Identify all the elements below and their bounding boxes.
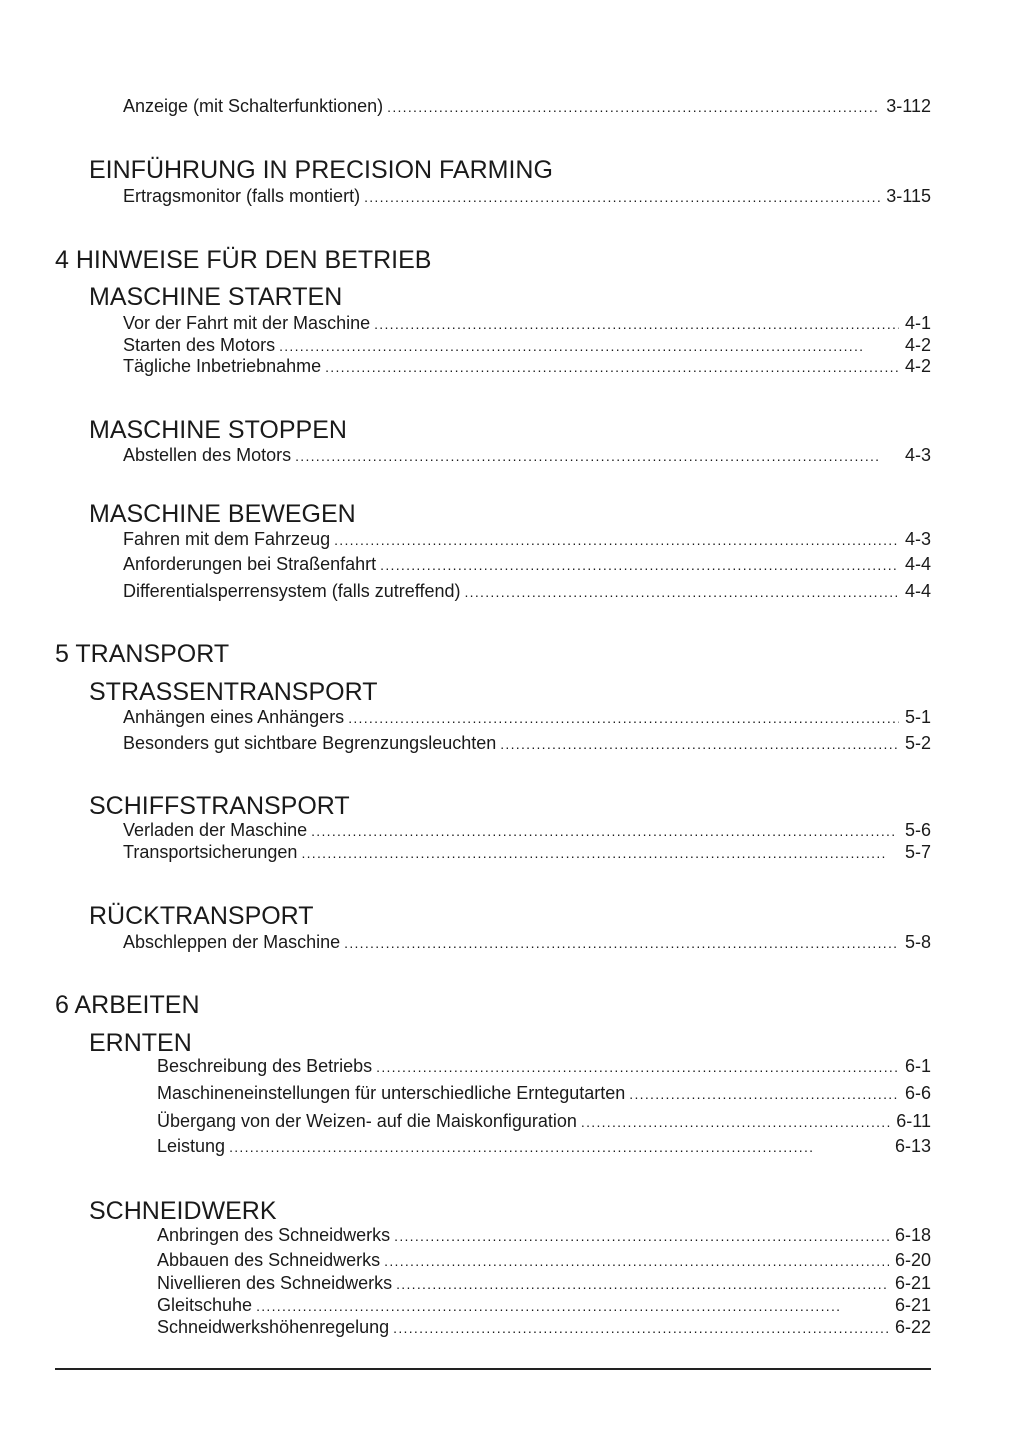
footer-rule <box>55 1368 931 1370</box>
toc-entry-page: 6-11 <box>896 1111 931 1131</box>
toc-leader <box>344 932 899 954</box>
toc-entry-title: Abbauen des Schneidwerks <box>157 1250 381 1270</box>
toc-entry-page: 4-3 <box>904 529 931 549</box>
chapter-heading: 6 ARBEITEN <box>55 991 200 1019</box>
toc-leader <box>394 1225 889 1247</box>
toc-entry[interactable] <box>157 1082 931 1104</box>
toc-entry-page: 6-22 <box>894 1317 931 1337</box>
toc-entry-page: 6-21 <box>894 1295 931 1315</box>
toc-entry[interactable] <box>123 334 931 356</box>
toc-entry[interactable] <box>157 1224 931 1246</box>
section-heading: EINFÜHRUNG IN PRECISION FARMING <box>89 156 553 184</box>
section-heading: SCHIFFSTRANSPORT <box>89 792 350 820</box>
toc-entry-title: Übergang von der Weizen- auf die Maiskonfiguration <box>157 1111 577 1131</box>
toc-entry[interactable] <box>123 931 931 953</box>
section-heading: ERNTEN <box>89 1029 192 1057</box>
toc-entry-page: 5-7 <box>904 842 931 862</box>
toc-entry[interactable] <box>157 1249 931 1271</box>
toc-entry[interactable] <box>123 355 931 377</box>
toc-entry[interactable] <box>123 444 931 466</box>
toc-leader <box>384 1250 889 1272</box>
toc-entry[interactable] <box>123 732 931 754</box>
toc-entry-page: 4-2 <box>904 335 931 355</box>
toc-leader <box>256 1295 889 1317</box>
toc-entry-page: 5-6 <box>904 820 931 840</box>
toc-entry[interactable] <box>157 1110 931 1132</box>
toc-entry-title: Nivellieren des Schneidwerks <box>157 1273 393 1293</box>
chapter-heading: 4 HINWEISE FÜR DEN BETRIEB <box>55 246 432 274</box>
toc-entry-title: Schneidwerkshöhenregelung <box>157 1317 390 1337</box>
toc-leader <box>387 96 880 118</box>
toc-entry[interactable] <box>157 1135 931 1157</box>
toc-entry-page: 4-4 <box>904 581 931 601</box>
toc-leader <box>334 529 899 551</box>
toc-leader <box>295 445 899 467</box>
toc-entry[interactable] <box>123 841 931 863</box>
toc-leader <box>279 335 899 357</box>
toc-entry-title: Verladen der Maschine <box>123 820 308 840</box>
toc-entry[interactable] <box>123 580 931 602</box>
toc-entry-page: 5-2 <box>904 733 931 753</box>
toc-entry-title: Fahren mit dem Fahrzeug <box>123 529 331 549</box>
chapter-heading: 5 TRANSPORT <box>55 640 230 668</box>
toc-leader <box>311 820 899 842</box>
toc-entry[interactable] <box>157 1055 931 1077</box>
toc-entry-page: 6-13 <box>894 1136 931 1156</box>
toc-entry[interactable] <box>123 706 931 728</box>
toc-entry[interactable] <box>123 185 931 207</box>
toc-entry-page: 3-112 <box>886 96 931 116</box>
toc-entry[interactable] <box>157 1294 931 1316</box>
toc-leader <box>376 1056 899 1078</box>
toc-entry[interactable] <box>157 1316 931 1338</box>
section-heading: MASCHINE BEWEGEN <box>89 500 356 528</box>
toc-entry-page: 6-21 <box>894 1273 931 1293</box>
toc-entry-page: 4-1 <box>904 313 931 333</box>
toc-entry[interactable] <box>123 819 931 841</box>
toc-entry-title: Starten des Motors <box>123 335 276 355</box>
toc-entry[interactable] <box>123 312 931 334</box>
toc-entry-title: Ertragsmonitor (falls montiert) <box>123 186 361 206</box>
toc-leader <box>325 356 899 378</box>
toc-entry-title: Leistung <box>157 1136 226 1156</box>
toc-leader <box>396 1273 889 1295</box>
toc-leader <box>364 186 880 208</box>
toc-leader <box>500 733 899 755</box>
toc-entry-title: Beschreibung des Betriebs <box>157 1056 373 1076</box>
toc-entry-title: Besonders gut sichtbare Begrenzungsleuchten <box>123 733 497 753</box>
toc-leader <box>301 842 899 864</box>
toc-entry-page: 4-2 <box>904 356 931 376</box>
toc-entry[interactable] <box>123 553 931 575</box>
toc-entry-title: Anforderungen bei Straßenfahrt <box>123 554 377 574</box>
toc-leader <box>393 1317 889 1339</box>
toc-entry-page: 6-6 <box>904 1083 931 1103</box>
toc-entry-title: Anhängen eines Anhängers <box>123 707 345 727</box>
toc-entry-title: Anzeige (mit Schalterfunktionen) <box>123 96 384 116</box>
toc-leader <box>629 1083 899 1105</box>
toc-entry-title: Tägliche Inbetriebnahme <box>123 356 322 376</box>
toc-entry-title: Vor der Fahrt mit der Maschine <box>123 313 371 333</box>
toc-entry-title: Maschineneinstellungen für unterschiedliche Erntegutarten <box>157 1083 626 1103</box>
section-heading: SCHNEIDWERK <box>89 1197 277 1225</box>
toc-entry-page: 6-1 <box>904 1056 931 1076</box>
toc-entry-page: 4-4 <box>904 554 931 574</box>
toc-entry-title: Anbringen des Schneidwerks <box>157 1225 391 1245</box>
section-heading: STRASSENTRANSPORT <box>89 678 378 706</box>
toc-entry-page: 3-115 <box>886 186 931 206</box>
toc-entry-page: 5-1 <box>904 707 931 727</box>
toc-entry-page: 5-8 <box>904 932 931 952</box>
toc-entry-title: Gleitschuhe <box>157 1295 253 1315</box>
toc-leader <box>581 1111 890 1133</box>
section-heading: MASCHINE STARTEN <box>89 283 343 311</box>
toc-entry-page: 6-20 <box>894 1250 931 1270</box>
toc-entry-title: Abschleppen der Maschine <box>123 932 341 952</box>
section-heading: RÜCKTRANSPORT <box>89 902 314 930</box>
toc-entry-title: Transportsicherungen <box>123 842 298 862</box>
toc-entry-title: Differentialsperrensystem (falls zutreffend) <box>123 581 461 601</box>
toc-leader <box>229 1136 889 1158</box>
toc-entry[interactable] <box>157 1272 931 1294</box>
toc-entry-page: 6-18 <box>894 1225 931 1245</box>
toc-leader <box>464 581 899 603</box>
toc-entry[interactable] <box>123 528 931 550</box>
toc-entry[interactable] <box>123 95 931 117</box>
toc-entry-title: Abstellen des Motors <box>123 445 292 465</box>
toc-entry-page: 4-3 <box>904 445 931 465</box>
toc-leader <box>380 554 899 576</box>
toc-leader <box>348 707 899 729</box>
section-heading: MASCHINE STOPPEN <box>89 416 347 444</box>
toc-leader <box>374 313 899 335</box>
